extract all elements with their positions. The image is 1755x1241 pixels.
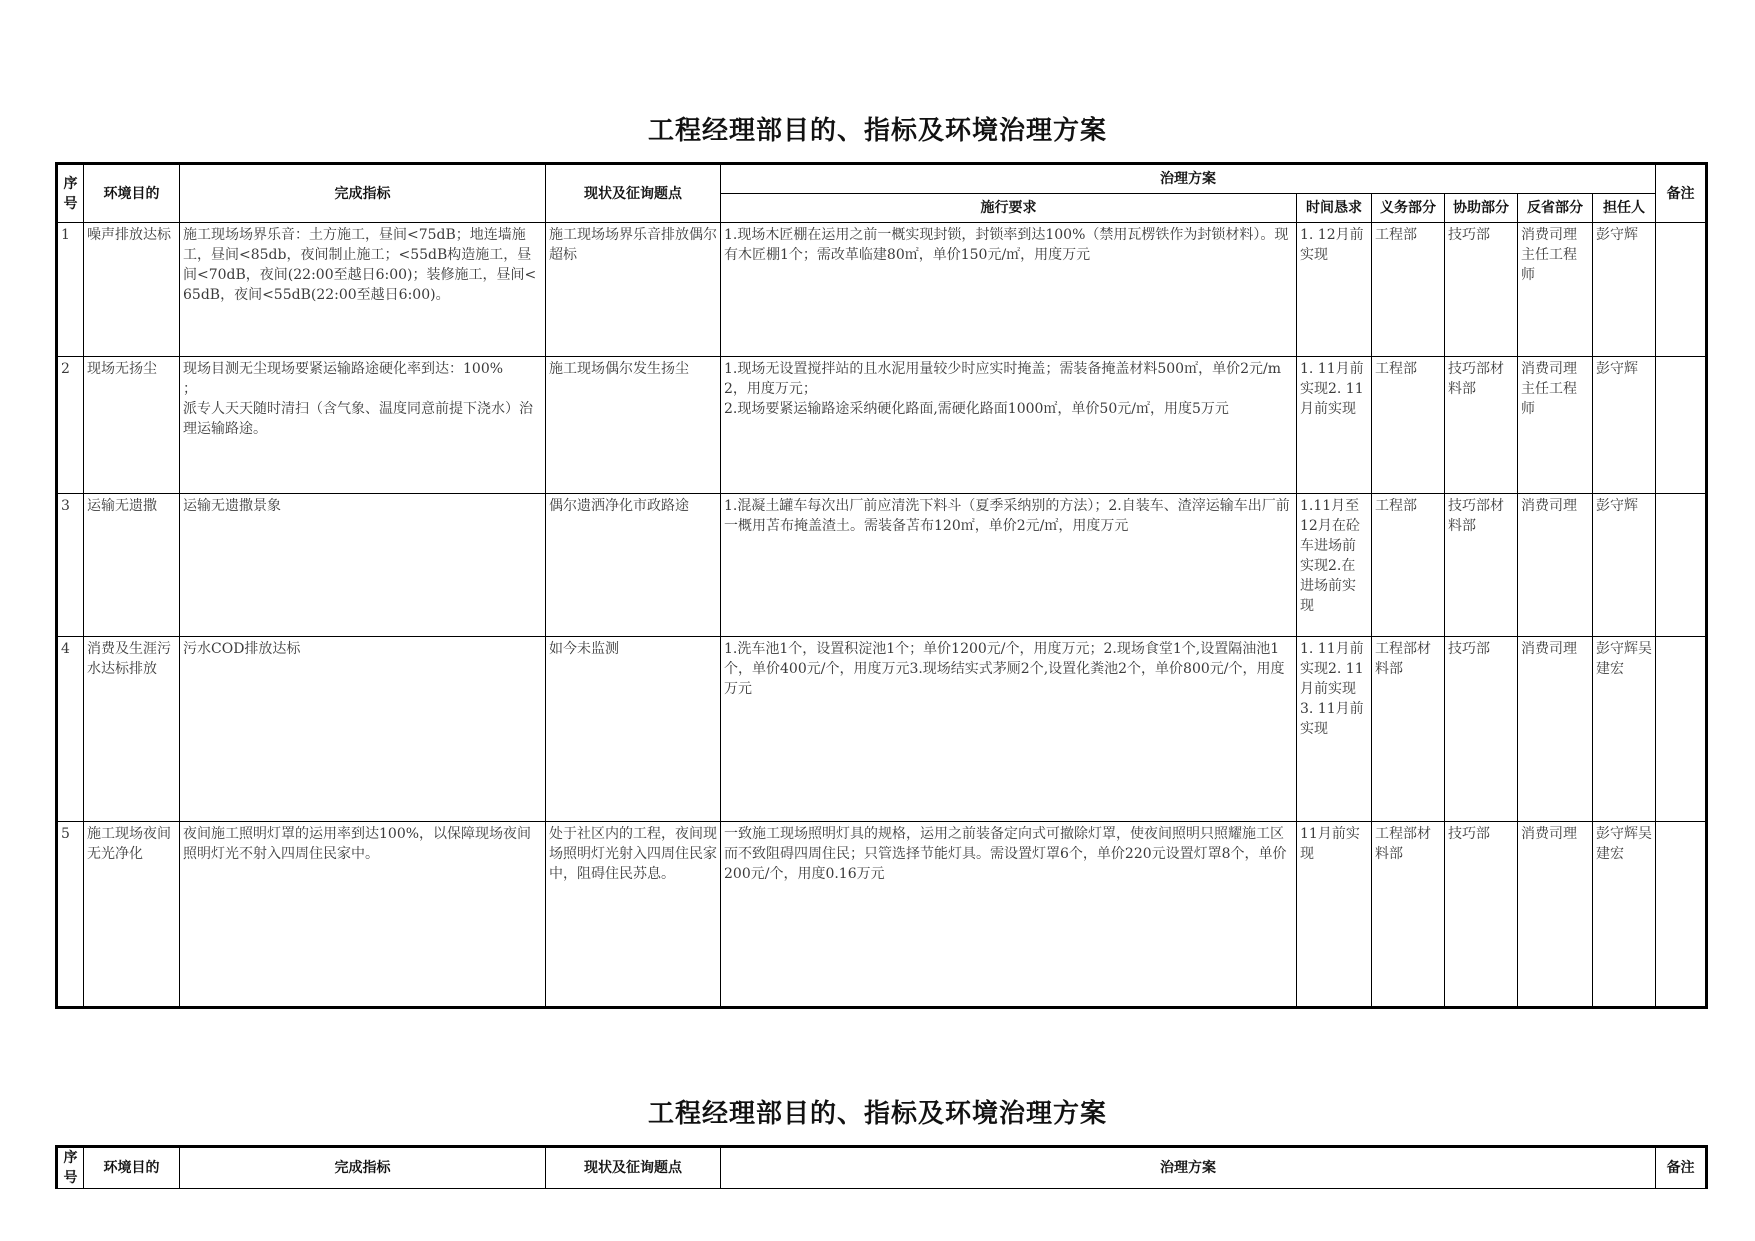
target-line: 派专人天天随时清扫（含气象、温度同意前提下浇水）治理运输路途。 bbox=[183, 401, 533, 437]
header-status: 现状及征询题点 bbox=[546, 164, 721, 223]
header-remark: 备注 bbox=[1656, 1147, 1707, 1189]
environment-plan-table bbox=[55, 162, 1708, 1009]
cell-seq: 1 bbox=[57, 223, 84, 357]
cell-remark bbox=[1656, 357, 1707, 494]
header-target: 完成指标 bbox=[180, 1147, 546, 1189]
cell-seq: 4 bbox=[57, 637, 84, 822]
cell-assist: 技巧部 bbox=[1445, 822, 1518, 1008]
header-resp-dept: 义务部分 bbox=[1372, 194, 1445, 223]
header-plan: 治理方案 bbox=[721, 164, 1656, 194]
cell-assist: 技巧部材料部 bbox=[1445, 357, 1518, 494]
table-row bbox=[57, 637, 1707, 822]
cell-status: 施工现场偶尔发生扬尘 bbox=[546, 357, 721, 494]
cell-owner: 彭守辉 bbox=[1593, 494, 1656, 637]
cell-time: 1. 12月前实现 bbox=[1297, 223, 1372, 357]
cell-resp: 工程部 bbox=[1372, 357, 1445, 494]
header-time: 时间恳求 bbox=[1297, 194, 1372, 223]
cell-time: 1.11月至12月在砼车进场前实现2.在进场前实现 bbox=[1297, 494, 1372, 637]
cell-assist: 技巧部材料部 bbox=[1445, 494, 1518, 637]
cell-target: 施工现场场界乐音：土方施工，昼间<75dB；地连墙施工，昼间<85db，夜间制止施工；<55dB构造施工，昼间<70dB，夜间(22:00至越日6:00)；装修施工，昼间<65dB，夜间<55dB(22:00至越日6:00)。 bbox=[180, 223, 546, 357]
header-seq: 序号 bbox=[57, 164, 84, 223]
cell-owner: 彭守辉 bbox=[1593, 223, 1656, 357]
header-goal: 环境目的 bbox=[84, 164, 180, 223]
header-goal: 环境目的 bbox=[84, 1147, 180, 1189]
cell-goal: 运输无遗撒 bbox=[84, 494, 180, 637]
cell-target: 污水COD排放达标 bbox=[180, 637, 546, 822]
table-row bbox=[57, 223, 1707, 357]
cell-goal: 噪声排放达标 bbox=[84, 223, 180, 357]
cell-resp: 工程部材料部 bbox=[1372, 637, 1445, 822]
target-line: ； bbox=[183, 381, 197, 397]
header-seq: 序号 bbox=[57, 1147, 84, 1189]
req-line: 2.现场要紧运输路途采纳硬化路面,需硬化路面1000㎡，单价50元/㎡，用度5万元 bbox=[724, 401, 1229, 417]
cell-time: 1. 11月前实现2. 11月前实现 bbox=[1297, 357, 1372, 494]
cell-time: 1. 11月前实现2. 11月前实现3. 11月前实现 bbox=[1297, 637, 1372, 822]
header-feedback-dept: 反省部分 bbox=[1518, 194, 1593, 223]
page-title-repeat: 工程经理部目的、指标及环境治理方案 bbox=[647, 1099, 1107, 1129]
table-row bbox=[57, 822, 1707, 1008]
cell-feedback: 消费司理 bbox=[1518, 822, 1593, 1008]
cell-goal: 施工现场夜间无光净化 bbox=[84, 822, 180, 1008]
cell-goal: 现场无扬尘 bbox=[84, 357, 180, 494]
cell-remark bbox=[1656, 223, 1707, 357]
cell-goal: 消费及生涯污水达标排放 bbox=[84, 637, 180, 822]
environment-plan-table-continued bbox=[55, 1145, 1708, 1189]
cell-target: 运输无遗撒景象 bbox=[180, 494, 546, 637]
cell-remark bbox=[1656, 822, 1707, 1008]
cell-seq: 3 bbox=[57, 494, 84, 637]
cell-req bbox=[721, 357, 1297, 494]
cell-feedback: 消费司理主任工程师 bbox=[1518, 223, 1593, 357]
cell-status: 如今未监测 bbox=[546, 637, 721, 822]
cell-feedback: 消费司理 bbox=[1518, 494, 1593, 637]
header-req: 施行要求 bbox=[721, 194, 1297, 223]
header-plan: 治理方案 bbox=[721, 1147, 1656, 1189]
cell-req: 一致施工现场照明灯具的规格，运用之前装备定向式可撤除灯罩，使夜间照明只照耀施工区而不致阻碍四周住民；只管选择节能灯具。需设置灯罩6个，单价220元设置灯罩8个，单价200元/个，用度0.16万元 bbox=[721, 822, 1297, 1008]
cell-remark bbox=[1656, 637, 1707, 822]
table-row bbox=[57, 357, 1707, 494]
cell-req: 1.洗车池1个，设置积淀池1个；单价1200元/个，用度万元；2.现场食堂1个,设置隔油池1个，单价400元/个，用度万元3.现场结实式茅厕2个,设置化粪池2个，单价800元/个，用度万元 bbox=[721, 637, 1297, 822]
header-status: 现状及征询题点 bbox=[546, 1147, 721, 1189]
header-assist-dept: 协助部分 bbox=[1445, 194, 1518, 223]
cell-owner: 彭守辉 bbox=[1593, 357, 1656, 494]
cell-time: 11月前实现 bbox=[1297, 822, 1372, 1008]
table-row bbox=[57, 494, 1707, 637]
page-title: 工程经理部目的、指标及环境治理方案 bbox=[647, 116, 1107, 146]
cell-req: 1.现场木匠棚在运用之前一概实现封锁，封锁率到达100%（禁用瓦楞铁作为封锁材料）。现有木匠棚1个；需改革临建80㎡，单价150元/㎡，用度万元 bbox=[721, 223, 1297, 357]
target-line: 现场目测无尘现场要紧运输路途硬化率到达：100% bbox=[183, 361, 504, 377]
cell-assist: 技巧部 bbox=[1445, 223, 1518, 357]
cell-owner: 彭守辉吴建宏 bbox=[1593, 822, 1656, 1008]
cell-resp: 工程部材料部 bbox=[1372, 822, 1445, 1008]
cell-req: 1.混凝土罐车每次出厂前应清洗下料斗（夏季采纳别的方法）；2.自装车、渣滓运输车出厂前一概用苫布掩盖渣土。需装备苫布120㎡，单价2元/㎡，用度万元 bbox=[721, 494, 1297, 637]
cell-status: 处于社区内的工程，夜间现场照明灯光射入四周住民家中，阻碍住民苏息。 bbox=[546, 822, 721, 1008]
cell-remark bbox=[1656, 494, 1707, 637]
req-line: 1.现场无设置搅拌站的且水泥用量较少时应实时掩盖；需装备掩盖材料500㎡，单价2元/m2，用度万元； bbox=[724, 361, 1281, 397]
cell-status: 施工现场场界乐音排放偶尔超标 bbox=[546, 223, 721, 357]
cell-assist: 技巧部 bbox=[1445, 637, 1518, 822]
cell-seq: 2 bbox=[57, 357, 84, 494]
cell-resp: 工程部 bbox=[1372, 223, 1445, 357]
cell-target: 夜间施工照明灯罩的运用率到达100%，以保障现场夜间照明灯光不射入四周住民家中。 bbox=[180, 822, 546, 1008]
cell-feedback: 消费司理主任工程师 bbox=[1518, 357, 1593, 494]
cell-target bbox=[180, 357, 546, 494]
cell-resp: 工程部 bbox=[1372, 494, 1445, 637]
cell-feedback: 消费司理 bbox=[1518, 637, 1593, 822]
header-owner: 担任人 bbox=[1593, 194, 1656, 223]
header-remark: 备注 bbox=[1656, 164, 1707, 223]
cell-seq: 5 bbox=[57, 822, 84, 1008]
cell-owner: 彭守辉吴建宏 bbox=[1593, 637, 1656, 822]
header-target: 完成指标 bbox=[180, 164, 546, 223]
cell-status: 偶尔遗洒净化市政路途 bbox=[546, 494, 721, 637]
